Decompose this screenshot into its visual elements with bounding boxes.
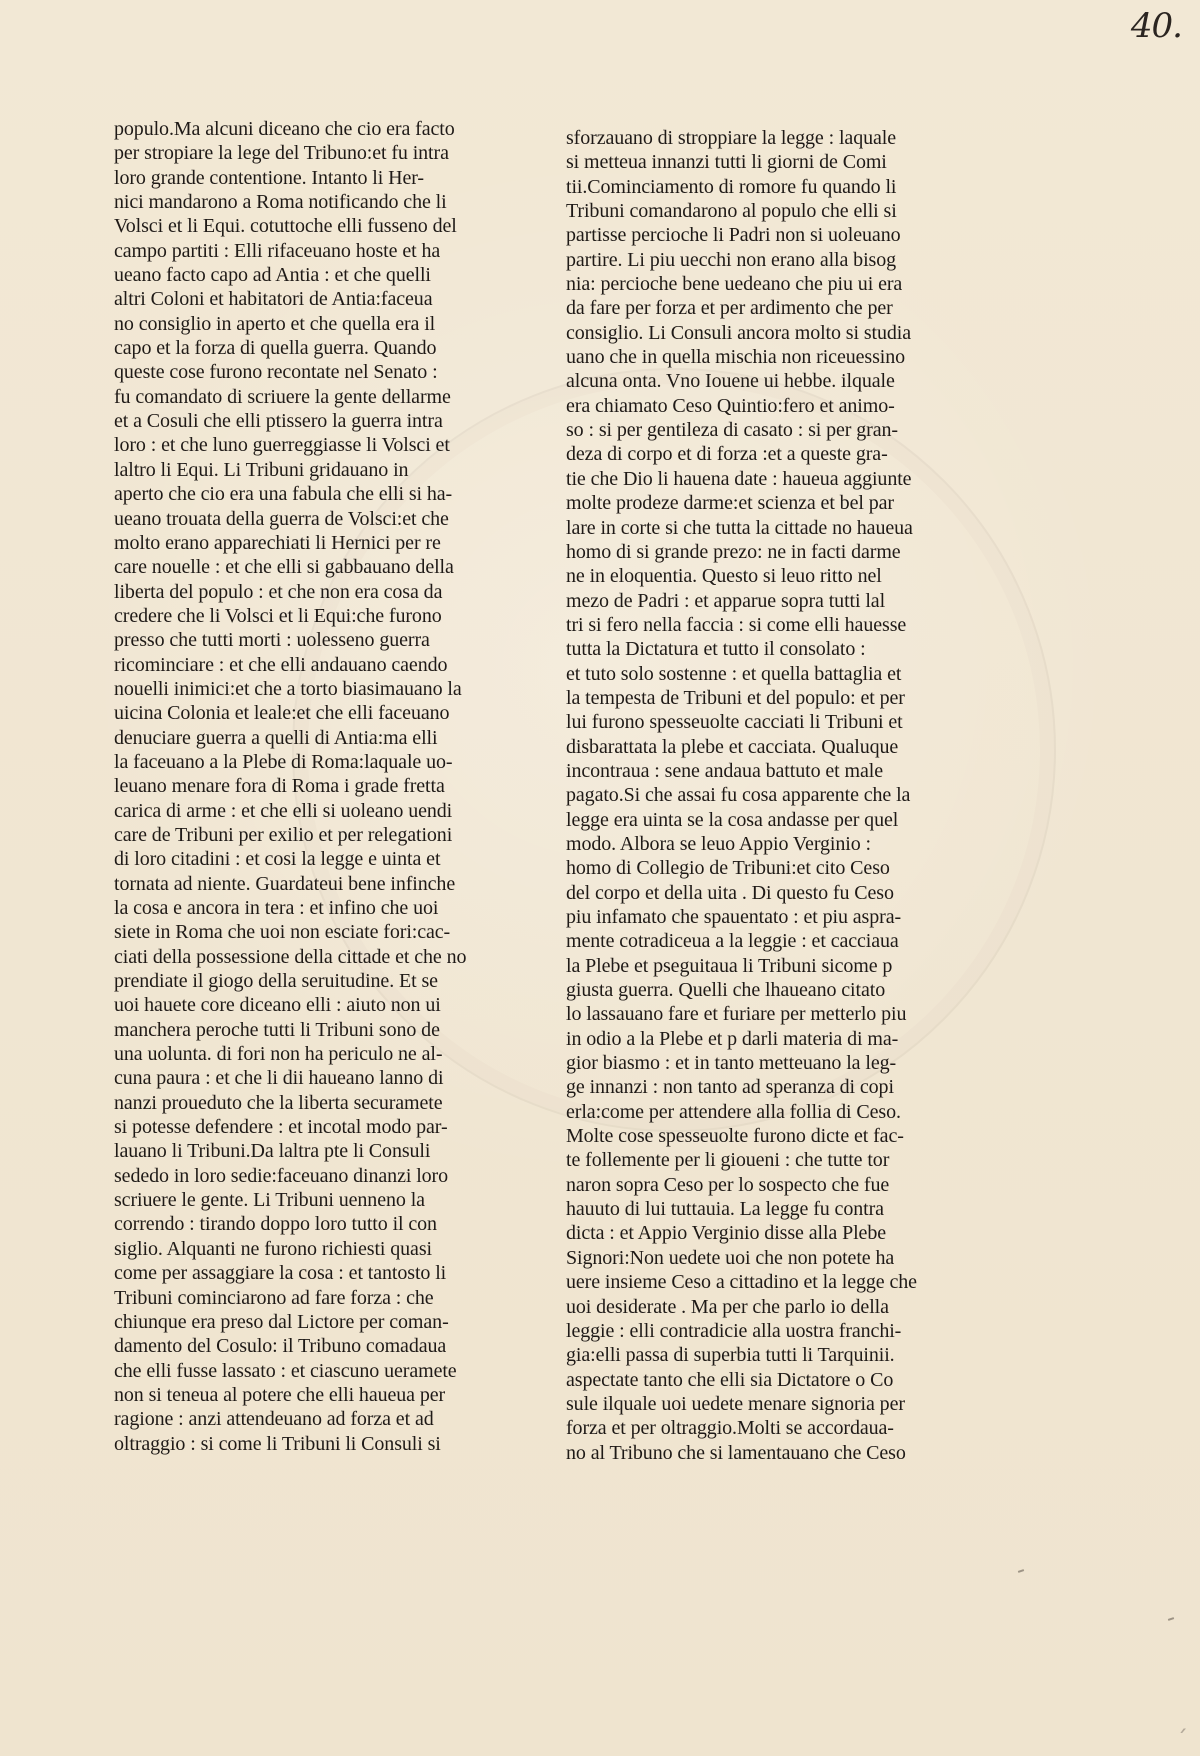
ink-speck: [1018, 1569, 1024, 1573]
text-line: tie che Dio li hauena date : haueua aggiunte: [566, 467, 912, 490]
text-line: nanzi proueduto che la liberta securamete: [114, 1091, 443, 1114]
text-line: uano che in quella mischia non riceuessino: [566, 346, 906, 369]
text-line: prendiate il giogo della seruitudine. Et se: [114, 970, 438, 993]
text-line: denuciare guerra a quelli di Antia:ma elli: [114, 726, 438, 749]
text-line: et a Cosuli che elli ptissero la guerra intra: [114, 410, 443, 433]
text-line: altri Coloni et habitatori de Antia:faceua: [114, 288, 433, 311]
text-line: loro : et che luno guerreggiasse li Volsci et: [114, 434, 450, 457]
text-line: mente cotradiceua a la leggie : et cacciaua: [566, 930, 899, 953]
text-line: nia: percioche bene uedeano che piu ui era: [566, 273, 903, 296]
text-line: laltro li Equi. Li Tribuni gridauano in: [114, 458, 409, 481]
text-line: si metteua innanzi tutti li giorni de Comi: [566, 151, 887, 174]
text-line: la faceuano a la Plebe di Roma:laquale uo-: [114, 750, 453, 773]
text-line: deza di corpo et di forza :et a queste gra-: [566, 443, 888, 466]
text-line: damento del Cosulo: il Tribuno comadaua: [114, 1335, 447, 1358]
text-line: populo.Ma alcuni diceano che cio era facto: [114, 118, 455, 140]
text-line: non si teneua al potere che elli haueua per: [114, 1383, 446, 1406]
left-text-column: [114, 117, 466, 1456]
text-line: lauano li Tribuni.Da laltra pte li Consuli: [114, 1140, 431, 1163]
text-line: partire. Li piu uecchi non erano alla bisog: [566, 248, 897, 271]
text-line: hauuto di lui tuttauia. La legge fu contra: [566, 1198, 884, 1221]
text-line: carica di arme : et che elli si uoleano uendi: [114, 799, 453, 822]
text-line: incontraua : sene andaua battuto et male: [566, 759, 883, 782]
text-line: si potesse defendere : et incotal modo par-: [114, 1116, 448, 1139]
text-line: ueano trouata della guerra de Volsci:et che: [114, 507, 449, 530]
text-line: uoi hauete core diceano elli : aiuto non ui: [114, 994, 441, 1017]
text-line: correndo : tirando doppo loro tutto il con: [114, 1213, 437, 1236]
text-line: leuano menare fora di Roma i grade fretta: [114, 775, 445, 798]
text-line: aspectate tanto che elli sia Dictatore o Co: [566, 1368, 894, 1391]
text-line: liberta del populo : et che non era cosa da: [114, 580, 443, 603]
text-line: alcuna onta. Vno Iouene ui hebbe. ilquale: [566, 370, 895, 393]
text-line: homo di si grande prezo: ne in facti darme: [566, 540, 901, 563]
text-line: oltraggio : si come li Tribuni li Consuli si: [114, 1432, 441, 1455]
text-line: pagato.Si che assai fu cosa apparente che la: [566, 784, 911, 807]
text-line: tutta la Dictatura et tutto il consolato :: [566, 638, 866, 661]
text-line: lare in corte si che tutta la cittade no haueua: [566, 516, 913, 539]
text-line: ge innanzi : non tanto ad speranza di copi: [566, 1076, 894, 1099]
text-line: lui furono spesseuolte cacciati li Tribuni et: [566, 711, 903, 734]
text-line: nici mandarono a Roma notificando che li: [114, 191, 447, 214]
text-line: loro grande contentione. Intanto li Her-: [114, 166, 424, 189]
text-line: credere che li Volsci et li Equi:che furono: [114, 604, 442, 627]
text-line: erla:come per attendere alla follia di Ceso.: [566, 1100, 901, 1123]
text-line: gia:elli passa di superbia tutti li Tarquinii.: [566, 1344, 895, 1367]
text-line: tii.Cominciamento di romore fu quando li: [566, 175, 897, 198]
text-line: naron sopra Ceso per lo sospecto che fue: [566, 1173, 890, 1196]
text-line: homo di Collegio de Tribuni:et cito Ceso: [566, 857, 890, 880]
text-line: una uolunta. di fori non ha periculo ne al-: [114, 1043, 443, 1066]
text-line: cuna paura : et che li dii haueano lanno di: [114, 1067, 444, 1090]
text-line: piu infamato che spauentato : et piu aspra-: [566, 906, 902, 928]
text-line: del corpo et della uita . Di questo fu Ceso: [566, 881, 894, 904]
text-line: siete in Roma che uoi non esciate fori:cac-: [114, 921, 451, 944]
text-line: dicta : et Appio Verginio disse alla Plebe: [566, 1222, 887, 1245]
text-line: Molte cose spesseuolte furono dicte et fac-: [566, 1125, 904, 1148]
text-line: sededo in loro sedie:faceuano dinanzi loro: [114, 1164, 449, 1187]
text-line: ne in eloquentia. Questo si leuo ritto nel: [566, 565, 882, 588]
text-line: la Plebe et pseguitaua li Tribuni sicome p: [566, 954, 893, 977]
text-line: scriuere le gente. Li Tribuni uenneno la: [114, 1189, 425, 1212]
text-line: manchera peroche tutti li Tribuni sono de: [114, 1018, 440, 1041]
folio-number: 40.: [1130, 6, 1182, 46]
text-line: te follemente per li gioueni : che tutte tor: [566, 1149, 890, 1172]
text-line: sforzauano di stroppiare la legge : laquale: [566, 127, 897, 149]
text-line: uoi desiderate . Ma per che parlo io della: [566, 1295, 889, 1318]
corner-mark: ˊ: [1176, 1726, 1188, 1754]
text-line: ciati della possessione della cittade et che no: [114, 945, 466, 968]
text-line: lo lassauano fare et furiare per metterlo piu: [566, 1003, 907, 1026]
text-line: ueano facto capo ad Antia : et che quelli: [114, 264, 431, 287]
text-line: leggie : elli contradicie alla uostra franchi-: [566, 1319, 902, 1342]
text-line: aperto che cio era una fabula che elli si ha-: [114, 483, 453, 506]
text-line: care de Tribuni per exilio et per relegationi: [114, 823, 453, 846]
text-line: no al Tribuno che si lamentauano che Ceso: [566, 1441, 906, 1464]
text-line: chiunque era preso dal Lictore per coman-: [114, 1310, 449, 1333]
text-line: ragione : anzi attendeuano ad forza et ad: [114, 1408, 434, 1431]
right-text-column: [566, 126, 918, 1465]
text-line: la tempesta de Tribuni et del populo: et per: [566, 686, 905, 709]
text-line: campo partiti : Elli rifaceuano hoste et ha: [114, 239, 441, 262]
text-line: modo. Albora se leuo Appio Verginio :: [566, 832, 871, 855]
text-line: so : si per gentileza di casato : si per gran-: [566, 419, 898, 442]
text-line: gior biasmo : et in tanto metteuano la leg-: [566, 1052, 897, 1075]
text-line: fu comandato di scriuere la gente dellarme: [114, 385, 451, 408]
text-line: queste cose furono recontate nel Senato :: [114, 361, 438, 384]
text-line: uicina Colonia et leale:et che elli faceuano: [114, 702, 450, 725]
text-line: legge era uinta se la cosa andasse per quel: [566, 808, 899, 831]
text-line: partisse percioche li Padri non si uoleuano: [566, 224, 901, 247]
text-line: nouelli inimici:et che a torto biasimauano la: [114, 677, 462, 700]
text-line: no consiglio in aperto et che quella era il: [114, 312, 436, 335]
text-line: di loro citadini : et cosi la legge e uinta et: [114, 848, 441, 871]
text-line: da fare per forza et per ardimento che per: [566, 297, 893, 320]
text-line: come per assaggiare la cosa : et tantosto li: [114, 1262, 447, 1285]
text-line: che elli fusse lassato : et ciascuno ueramete: [114, 1359, 457, 1382]
text-line: capo et la forza di quella guerra. Quando: [114, 337, 437, 360]
text-line: care nouelle : et che elli si gabbauano della: [114, 556, 454, 579]
text-line: Tribuni cominciarono ad fare forza : che: [114, 1286, 434, 1309]
text-line: disbarattata la plebe et cacciata. Qualuque: [566, 735, 899, 758]
text-line: siglio. Alquanti ne furono richiesti quasi: [114, 1237, 432, 1260]
text-line: sule ilquale uoi uedete menare signoria per: [566, 1392, 905, 1415]
text-line: tri si fero nella faccia : si come elli hauesse: [566, 613, 907, 636]
text-line: per stropiare la lege del Tribuno:et fu intra: [114, 142, 449, 165]
text-line: mezo de Padri : et apparue sopra tutti lal: [566, 589, 886, 612]
text-line: molte prodeze darme:et scienza et bel par: [566, 492, 894, 515]
ink-speck: [1168, 1617, 1174, 1621]
text-line: la cosa e ancora in tera : et infino che uoi: [114, 897, 439, 919]
text-line: Tribuni comandarono al populo che elli si: [566, 200, 897, 223]
text-line: Volsci et li Equi. cotuttoche elli fusseno del: [114, 215, 457, 238]
text-line: consiglio. Li Consuli ancora molto si studia: [566, 321, 912, 344]
text-line: ricominciare : et che elli andauano caendo: [114, 653, 448, 676]
text-line: giusta guerra. Quelli che lhaueano citato: [566, 979, 886, 1002]
text-line: era chiamato Ceso Quintio:fero et animo-: [566, 394, 895, 417]
text-line: tornata ad niente. Guardateui bene infinche: [114, 872, 456, 895]
text-line: uere insieme Ceso a cittadino et la legge che: [566, 1271, 917, 1294]
text-line: et tuto solo sostenne : et quella battaglia et: [566, 662, 902, 685]
text-line: molto erano apparechiati li Hernici per re: [114, 531, 441, 554]
text-line: presso che tutti morti : uolesseno guerra: [114, 629, 430, 652]
text-line: in odio a la Plebe et p darli materia di ma-: [566, 1027, 899, 1050]
text-line: forza et per oltraggio.Molti se accordaua-: [566, 1417, 894, 1440]
text-line: Signori:Non uedete uoi che non potete ha: [566, 1246, 895, 1269]
